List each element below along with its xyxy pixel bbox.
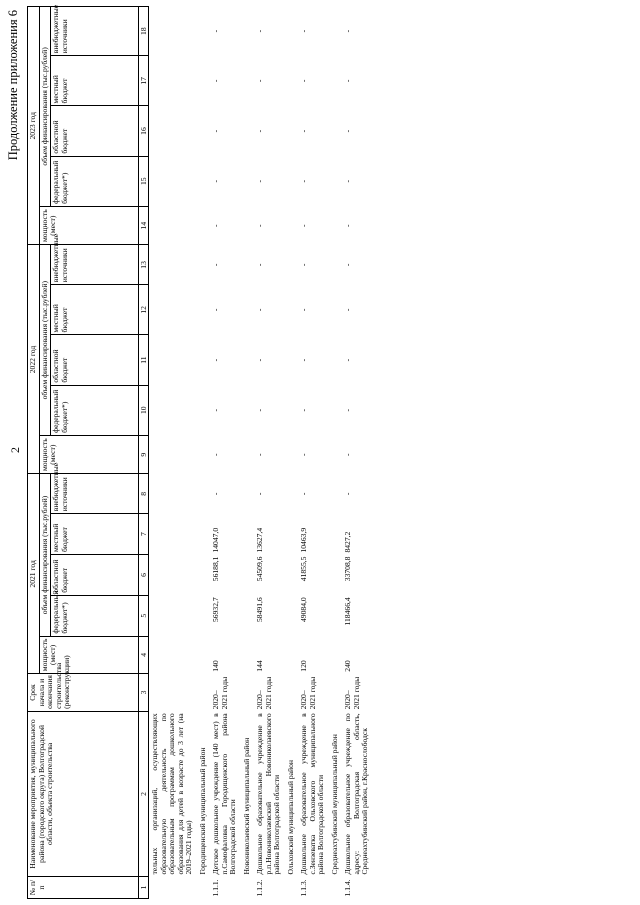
row-empty-cell xyxy=(285,335,299,385)
row-number xyxy=(329,877,343,899)
row-capacity xyxy=(285,636,299,674)
local-2021-header: местный бюджет xyxy=(51,514,139,555)
row-extra-2021 xyxy=(285,474,299,514)
row-capacity xyxy=(149,636,197,674)
row-empty-cell xyxy=(149,435,197,474)
row-empty-cell: - xyxy=(211,358,220,362)
row-empty-cell xyxy=(329,106,343,156)
extra-2023-header: внебюджетные источники xyxy=(51,7,139,56)
row-capacity: 144 xyxy=(255,660,264,672)
row-period: 2020–2021 годы xyxy=(343,676,361,710)
row-number: 1.1.1. xyxy=(211,879,220,897)
row-federal-2021 xyxy=(329,595,343,636)
column-index-cell: 4 xyxy=(139,636,149,674)
row-period xyxy=(329,674,343,712)
row-empty-cell: - xyxy=(211,29,220,33)
row-name: Среднеахтубинский муниципальный район xyxy=(329,734,339,875)
row-empty-cell: - xyxy=(343,224,352,227)
row-federal-2021: 58491,6 xyxy=(255,597,264,622)
regional-2021-header: областной бюджет xyxy=(51,555,139,596)
row-empty-cell: - xyxy=(255,179,264,183)
row-empty-cell xyxy=(285,285,299,335)
row-local-2021 xyxy=(197,514,211,555)
row-empty-cell: - xyxy=(211,224,220,227)
federal-2021-header: федеральный бюджет*) xyxy=(51,595,139,636)
federal-2022-header: федеральный бюджет*) xyxy=(51,385,139,435)
extra-2022-header: внебюджетные источники xyxy=(51,245,139,285)
row-empty-cell: - xyxy=(255,453,264,456)
row-empty-cell xyxy=(241,156,255,206)
row-empty-cell: - xyxy=(343,408,352,412)
row-empty-cell xyxy=(149,106,197,156)
funding-2022-header: объем финансирования (тыс.рублей) xyxy=(39,245,51,435)
funding-table xyxy=(27,6,373,899)
row-period xyxy=(285,674,299,712)
row-number: 1.1.4. xyxy=(343,879,352,897)
funding-2021-header: объем финансирования (тыс.рублей) xyxy=(39,474,51,636)
row-period: 2020–2021 годы xyxy=(211,676,229,710)
row-empty-cell: - xyxy=(211,263,220,267)
row-empty-cell: - xyxy=(343,263,352,267)
year-2021-header: 2021 год xyxy=(28,474,40,674)
col-name-header: Наименование мероприятия, муниципального района (городского округа) Волгоградской области, объекта строительства xyxy=(28,711,139,876)
row-local-2021 xyxy=(149,514,197,555)
row-period: 2020–2021 годы xyxy=(299,676,317,710)
capacity-2021-header: мощность (мест) xyxy=(39,636,139,674)
row-empty-cell xyxy=(197,285,211,335)
row-capacity: 140 xyxy=(211,660,220,672)
row-name: Городищенский муниципальный район xyxy=(197,747,207,875)
table-row xyxy=(329,7,343,899)
capacity-2022-header: мощность (мест) xyxy=(39,435,139,474)
row-regional-2021: 33708,8 xyxy=(343,556,352,582)
row-local-2021: 13627,4 xyxy=(255,527,264,553)
col-num-header: № п/п xyxy=(28,877,139,899)
row-regional-2021 xyxy=(285,555,299,596)
row-local-2021: 10463,9 xyxy=(299,527,308,553)
row-empty-cell xyxy=(329,7,343,56)
column-index-cell: 2 xyxy=(139,711,149,876)
row-number xyxy=(149,877,197,899)
row-empty-cell: - xyxy=(211,129,220,133)
row-empty-cell xyxy=(197,7,211,56)
row-empty-cell xyxy=(329,335,343,385)
row-extra-2021 xyxy=(149,474,197,514)
row-empty-cell: - xyxy=(343,358,352,362)
column-index-cell: 7 xyxy=(139,514,149,555)
row-empty-cell xyxy=(149,156,197,206)
table-row xyxy=(241,7,255,899)
row-name: Дошкольное образовательное учреждение в р.п.Новониколаевский Новониколаевского района Волгоградской области xyxy=(255,713,281,875)
row-empty-cell: - xyxy=(343,79,352,83)
row-extra-2021 xyxy=(241,474,255,514)
row-empty-cell: - xyxy=(343,129,352,133)
row-empty-cell xyxy=(241,435,255,474)
row-empty-cell xyxy=(241,7,255,56)
row-empty-cell xyxy=(241,245,255,285)
row-empty-cell xyxy=(329,56,343,106)
row-federal-2021: 56932,7 xyxy=(211,597,220,622)
table-row xyxy=(197,7,211,899)
row-empty-cell xyxy=(197,245,211,285)
row-empty-cell xyxy=(329,245,343,285)
row-extra-2021: - xyxy=(255,492,264,496)
row-empty-cell xyxy=(197,435,211,474)
column-index-cell: 9 xyxy=(139,435,149,474)
regional-2022-header: областной бюджет xyxy=(51,335,139,385)
row-period xyxy=(197,674,211,712)
column-index-cell: 11 xyxy=(139,335,149,385)
row-local-2021: 14047,0 xyxy=(211,527,220,553)
column-index-cell: 17 xyxy=(139,56,149,106)
continuation-label: Продолжение приложения 6 xyxy=(6,10,20,161)
row-empty-cell xyxy=(241,385,255,435)
row-local-2021 xyxy=(241,514,255,555)
row-empty-cell xyxy=(241,285,255,335)
row-empty-cell: - xyxy=(299,263,308,267)
federal-2023-header: федеральный бюджет*) xyxy=(51,156,139,206)
column-index-cell: 14 xyxy=(139,206,149,245)
row-number xyxy=(241,877,255,899)
row-name: Детское дошкольное учреждение (140 мест) в п.Самофаловка Городищенского района Волгоградской области xyxy=(211,713,237,875)
row-regional-2021 xyxy=(197,555,211,596)
row-empty-cell: - xyxy=(299,358,308,362)
row-empty-cell xyxy=(197,385,211,435)
row-period: 2020–2021 годы xyxy=(255,676,273,710)
local-2022-header: местный бюджет xyxy=(51,285,139,335)
row-empty-cell: - xyxy=(255,129,264,133)
column-index-cell: 3 xyxy=(139,674,149,712)
row-empty-cell: - xyxy=(255,263,264,267)
row-number: 1.1.3. xyxy=(299,879,308,897)
column-index-cell: 1 xyxy=(139,877,149,899)
column-index-row xyxy=(139,7,149,899)
row-empty-cell: - xyxy=(343,453,352,456)
year-2023-header: 2023 год xyxy=(28,7,40,246)
row-extra-2021 xyxy=(197,474,211,514)
column-index-cell: 6 xyxy=(139,555,149,596)
table-row xyxy=(298,7,329,899)
row-extra-2021: - xyxy=(211,492,220,496)
row-empty-cell: - xyxy=(299,408,308,412)
row-empty-cell xyxy=(285,106,299,156)
row-regional-2021 xyxy=(241,555,255,596)
page-number: 2 xyxy=(8,447,22,453)
row-regional-2021: 41855,5 xyxy=(299,556,308,582)
row-empty-cell: - xyxy=(299,179,308,183)
row-name: Новониколаевский муниципальный район xyxy=(241,737,251,875)
row-empty-cell: - xyxy=(255,29,264,33)
row-empty-cell: - xyxy=(255,358,264,362)
row-empty-cell xyxy=(329,385,343,435)
row-empty-cell xyxy=(285,206,299,245)
row-empty-cell xyxy=(285,156,299,206)
row-regional-2021: 56188,1 xyxy=(211,556,220,582)
column-index-cell: 18 xyxy=(139,7,149,56)
row-regional-2021 xyxy=(329,555,343,596)
row-empty-cell xyxy=(197,156,211,206)
row-empty-cell xyxy=(329,206,343,245)
row-period xyxy=(149,674,197,712)
row-empty-cell xyxy=(197,335,211,385)
row-empty-cell xyxy=(149,206,197,245)
local-2023-header: местный бюджет xyxy=(51,56,139,106)
row-name: Дошкольное образовательное учреждение по адресу: Волгоградская область, Среднеахтубинский район, г.Краснослободск xyxy=(343,713,369,875)
column-index-cell: 15 xyxy=(139,156,149,206)
row-empty-cell: - xyxy=(343,29,352,33)
column-index-cell: 12 xyxy=(139,285,149,335)
row-empty-cell xyxy=(149,385,197,435)
row-empty-cell: - xyxy=(255,408,264,412)
row-empty-cell: - xyxy=(211,408,220,412)
row-empty-cell xyxy=(285,245,299,285)
row-regional-2021 xyxy=(149,555,197,596)
column-index-cell: 10 xyxy=(139,385,149,435)
row-local-2021 xyxy=(285,514,299,555)
row-empty-cell xyxy=(285,385,299,435)
row-empty-cell: - xyxy=(299,308,308,312)
row-empty-cell: - xyxy=(211,79,220,83)
table-row xyxy=(210,7,241,899)
column-index-cell: 5 xyxy=(139,595,149,636)
row-number xyxy=(285,877,299,899)
row-number: 1.1.2. xyxy=(255,879,264,897)
row-empty-cell xyxy=(149,335,197,385)
row-empty-cell xyxy=(197,106,211,156)
column-index-cell: 16 xyxy=(139,106,149,156)
extra-2021-header: внебюджетные источники xyxy=(51,474,139,514)
row-empty-cell xyxy=(241,106,255,156)
row-extra-2021 xyxy=(329,474,343,514)
row-empty-cell xyxy=(285,56,299,106)
row-empty-cell: - xyxy=(299,224,308,227)
row-empty-cell: - xyxy=(211,453,220,456)
table-row xyxy=(285,7,299,899)
table-row xyxy=(342,7,373,899)
row-empty-cell: - xyxy=(299,453,308,456)
row-empty-cell: - xyxy=(343,179,352,183)
regional-2023-header: областной бюджет xyxy=(51,106,139,156)
row-empty-cell: - xyxy=(255,308,264,312)
row-empty-cell: - xyxy=(299,129,308,133)
row-name: Дошкольное образовательное учреждение в с.Зензеватка Ольховского муниципального района Волгоградской области xyxy=(299,713,325,875)
row-federal-2021 xyxy=(285,595,299,636)
row-empty-cell xyxy=(197,56,211,106)
row-empty-cell xyxy=(241,335,255,385)
row-name: Ольховский муниципальный район xyxy=(285,760,295,875)
row-empty-cell xyxy=(285,7,299,56)
column-index-cell: 8 xyxy=(139,474,149,514)
row-empty-cell: - xyxy=(255,79,264,83)
row-local-2021: 8427,2 xyxy=(343,531,352,553)
row-empty-cell xyxy=(241,56,255,106)
row-number xyxy=(197,877,211,899)
row-empty-cell: - xyxy=(299,29,308,33)
row-federal-2021 xyxy=(241,595,255,636)
row-regional-2021: 54509,6 xyxy=(255,556,264,582)
table-row xyxy=(149,7,197,899)
row-period xyxy=(241,674,255,712)
row-empty-cell: - xyxy=(211,308,220,312)
row-capacity: 240 xyxy=(343,660,352,672)
row-extra-2021: - xyxy=(343,492,352,496)
funding-2023-header: объем финансирования (тыс.рублей) xyxy=(39,7,51,207)
year-2022-header: 2022 год xyxy=(28,245,40,474)
table-row xyxy=(254,7,285,899)
row-empty-cell: - xyxy=(343,308,352,312)
row-local-2021 xyxy=(329,514,343,555)
row-capacity xyxy=(329,636,343,674)
row-empty-cell xyxy=(285,435,299,474)
row-empty-cell xyxy=(329,285,343,335)
row-empty-cell: - xyxy=(211,179,220,183)
row-empty-cell xyxy=(149,245,197,285)
col-period-header: Срок начала и окончания строительства (реконструкции) xyxy=(28,674,139,712)
row-empty-cell xyxy=(149,7,197,56)
row-capacity: 120 xyxy=(299,660,308,672)
row-federal-2021: 118466,4 xyxy=(343,597,352,626)
row-federal-2021 xyxy=(149,595,197,636)
row-federal-2021: 49084,0 xyxy=(299,597,308,622)
column-index-cell: 13 xyxy=(139,245,149,285)
row-empty-cell: - xyxy=(255,224,264,227)
row-empty-cell xyxy=(241,206,255,245)
row-empty-cell xyxy=(197,206,211,245)
capacity-2023-header: мощность (мест) xyxy=(39,206,139,245)
row-extra-2021: - xyxy=(299,492,308,496)
row-empty-cell xyxy=(329,156,343,206)
table-body xyxy=(149,7,373,899)
row-federal-2021 xyxy=(197,595,211,636)
row-empty-cell xyxy=(149,56,197,106)
row-name: тельных организаций, осуществляющих образовательную деятельность по образовательным программам дошкольного образования для детей в возрасте до 3 лет (на 2019–2021 годы) xyxy=(150,713,193,875)
row-capacity xyxy=(197,636,211,674)
row-empty-cell xyxy=(329,435,343,474)
row-capacity xyxy=(241,636,255,674)
row-empty-cell: - xyxy=(299,79,308,83)
row-empty-cell xyxy=(149,285,197,335)
